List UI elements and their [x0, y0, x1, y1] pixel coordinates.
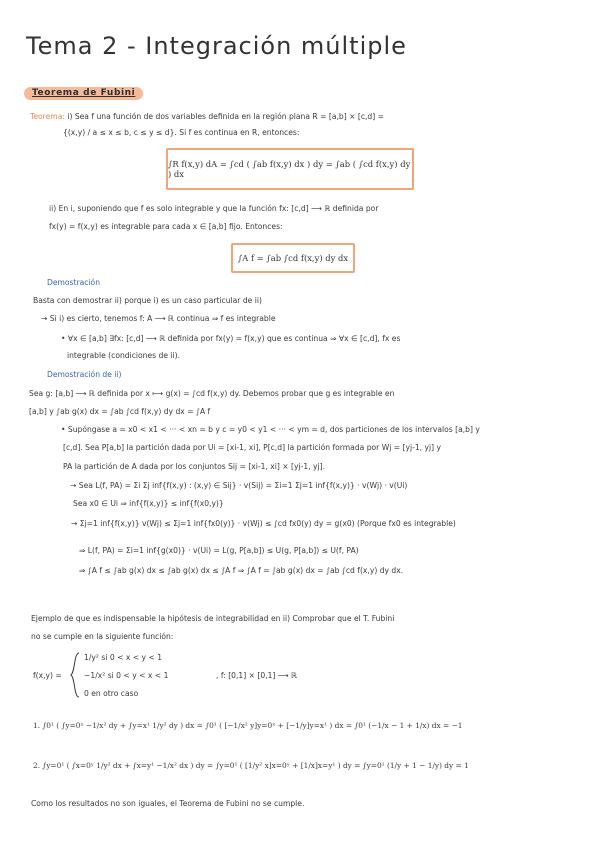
formula-box-1	[166, 148, 414, 190]
proof-line-6: [a,b] y ∫ab g(x) dx = ∫ab ∫cd f(x,y) dy dx = ∫A f	[29, 407, 211, 416]
proof-line-13: ⇒ L(f, PA) = Σi=1 inf{g(x0)} · v(Ui) = L(g, P[a,b]) ≤ U(g, P[a,b]) ≤ U(f, PA)	[79, 546, 359, 555]
calculation-1: 1. ∫0¹ ( ∫y=0ˣ −1/x² dy + ∫y=x¹ 1/y² dy ) dx = ∫0¹ ( [−1/x² y]y=0ˣ + [−1/y]y=x¹ ) dx = ∫0¹ (−1/x − 1 + 1/x) dx = −1	[33, 721, 463, 730]
theorem-ii-line1: ii) En i, suponiendo que f es solo integrable y que la función fx: [c,d] ⟶ ℝ definida por	[49, 204, 379, 213]
section-heading: Teorema de Fubini	[24, 87, 143, 100]
function-domain: , f: [0,1] × [0,1] ⟶ ℝ	[216, 671, 298, 680]
formula-2: ∫A f = ∫ab ∫cd f(x,y) dy dx	[237, 253, 349, 263]
theorem-label: Teorema:	[30, 112, 65, 121]
theorem-i-line2: {(x,y) / a ≤ x ≤ b, c ≤ y ≤ d}. Si f es continua en R, entonces:	[63, 128, 300, 137]
piecewise-f-label: f(x,y) =	[33, 671, 62, 680]
proof-line-2: → Si i) es cierto, tenemos f: A ⟶ ℝ continua ⇒ f es integrable	[41, 314, 276, 323]
piecewise-case-2: −1/x² si 0 < y < x < 1	[84, 671, 169, 680]
page-title: Tema 2 - Integración múltiple	[26, 32, 407, 60]
piecewise-brace	[70, 652, 80, 698]
proof-line-4: integrable (condiciones de ii).	[67, 351, 180, 360]
proof-line-5: Sea g: [a,b] ⟶ ℝ definida por x ⟼ g(x) = ∫cd f(x,y) dy. Debemos probar que g es integrable en	[29, 389, 395, 398]
proof-line-1: Basta con demostrar ii) porque i) es un caso particular de ii)	[33, 296, 262, 305]
theorem-block	[30, 113, 384, 121]
calculation-2: 2. ∫y=0¹ ( ∫x=0ʸ 1/y² dx + ∫x=y¹ −1/x² dx ) dy = ∫y=0¹ ( [1/y² x]x=0ʸ + [1/x]x=y¹ ) dy = ∫y=0¹ (1/y + 1 − 1/y) dy = 1	[33, 761, 469, 770]
theorem-i-line1: i) Sea f una función de dos variables definida en la región plana R = [a,b] × [c,d] =	[67, 112, 384, 121]
proof-line-3: • ∀x ∈ [a,b] ∃fx: [c,d] ⟶ ℝ definida por fx(y) = f(x,y) que es continua ⇒ ∀x ∈ [c,d], fx es	[61, 334, 401, 343]
proof-line-8: [c,d]. Sea P[a,b] la partición dada por Ui = [xi-1, xi], P[c,d] la partición formada por Wj = [yj-1, yj] y	[63, 443, 441, 452]
proof-heading: Demostración	[47, 278, 101, 287]
conclusion: Como los resultados no son iguales, el Teorema de Fubini no se cumple.	[31, 799, 305, 808]
theorem-ii-line2: fx(y) = f(x,y) es integrable para cada x ∈ [a,b] fijo. Entonces:	[49, 222, 283, 231]
proof-line-10: → Sea L(f, PA) = Σi Σj inf{f(x,y) : (x,y) ∈ Sij} · v(Sij) = Σi=1 Σj=1 inf{f(x,y)} · v(Wj) · v(Ui)	[70, 481, 408, 490]
proof-line-12: → Σj=1 inf{f(x,y)} v(Wj) ≤ Σj=1 inf{fx0(y)} · v(Wj) ≤ ∫cd fx0(y) dy = g(x0) (Porque fx0 es integrable)	[71, 519, 456, 528]
piecewise-case-1: 1/y² si 0 < x < y < 1	[84, 653, 163, 662]
piecewise-case-3: 0 en otro caso	[84, 689, 139, 698]
formula-1: ∫R f(x,y) dA = ∫cd ( ∫ab f(x,y) dx ) dy = ∫ab ( ∫cd f(x,y) dy ) dx	[168, 159, 411, 179]
proof-line-9: PA la partición de A dada por los conjuntos Sij = [xi-1, xi] × [yj-1, yj].	[63, 462, 325, 471]
formula-box-2	[231, 243, 355, 273]
example-line-2: no se cumple en la siguiente función:	[31, 632, 174, 641]
proof-line-11: Sea x0 ∈ Ui ⇒ inf{f(x,y)} ≤ inf{f(x0,y)}	[73, 499, 224, 508]
example-line-1: Ejemplo de que es indispensable la hipótesis de integrabilidad en ii) Comprobar que el T. Fubini	[31, 614, 395, 623]
proof-heading-2: Demostración de ii)	[47, 370, 122, 379]
proof-line-7: • Supóngase a = x0 < x1 < ··· < xn = b y c = y0 < y1 < ··· < ym = d, dos particiones de los intervalos [a,b] y	[61, 425, 480, 434]
proof-line-14: ⇒ ∫A f ≤ ∫ab g(x) dx ≤ ∫ab g(x) dx ≤ ∫A f ⇒ ∫A f = ∫ab g(x) dx = ∫ab ∫cd f(x,y) dy dx.	[79, 566, 404, 575]
